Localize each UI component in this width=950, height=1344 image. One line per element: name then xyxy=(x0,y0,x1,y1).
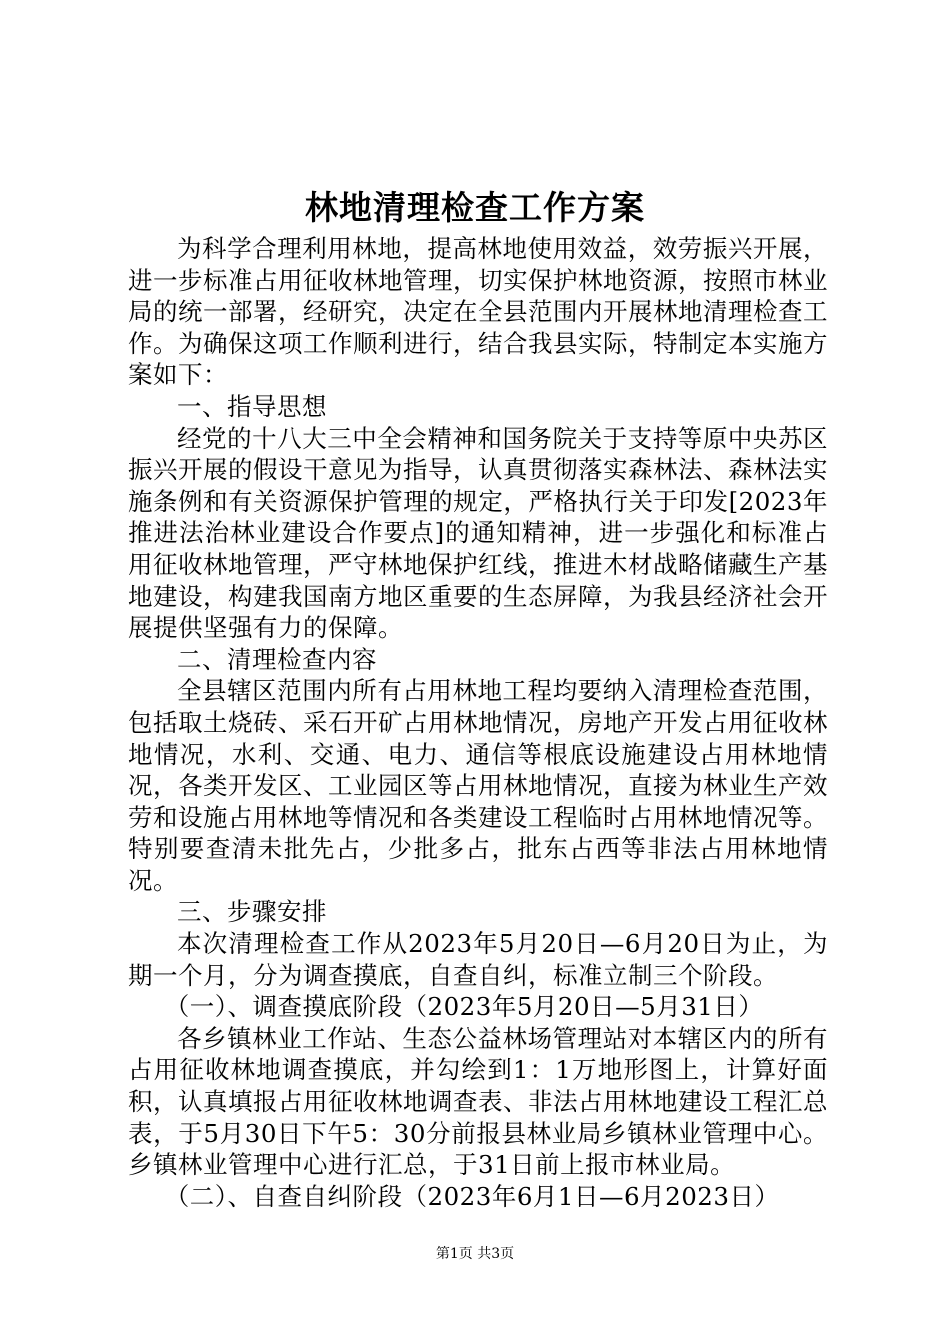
section-heading-guiding-principle: 一、指导思想 xyxy=(177,391,327,421)
section-heading-inspection-content: 二、清理检查内容 xyxy=(177,644,377,674)
paragraph-intro: 为科学合理利用林地，提高林地使用效益，效劳振兴开展，进一步标准占用征收林地管理，切实保护林地资源，按照市林业局的统一部署，经研究，决定在全县范围内开展林地清理检查工作。为确保这项工作顺利进行，结合我县实际，特制定本实施方案如下： xyxy=(128,234,828,390)
document-title: 林地清理检查工作方案 xyxy=(305,188,645,227)
paragraph-steps: 本次清理检查工作从2023年5月20日—6月20日为止，为期一个月，分为调查摸底，自查自纠，标准立制三个阶段。 xyxy=(128,929,828,990)
page-number-footer: 第1页 共3页 xyxy=(435,1246,515,1262)
subsection-heading-survey-stage: （一）、调查摸底阶段（2023年5月20日—5月31日） xyxy=(164,992,764,1022)
paragraph-guiding-principle: 经党的十八大三中全会精神和国务院关于支持等原中央苏区振兴开展的假设干意见为指导，认真贯彻落实森林法、森林法实施条例和有关资源保护管理的规定，严格执行关于印发[2023年推进法治林业建设合作要点]的通知精神，进一步强化和标准占用征收林地管理，严守林地保护红线，推进木材战略储藏生产基地建设，构建我国南方地区重要的生态屏障，为我县经济社会开展提供坚强有力的保障。 xyxy=(128,423,828,643)
subsection-heading-self-check-stage: （二）、自查自纠阶段（2023年6月1日—6月2023日） xyxy=(164,1181,780,1211)
paragraph-inspection-content: 全县辖区范围内所有占用林地工程均要纳入清理检查范围，包括取土烧砖、采石开矿占用林地情况，房地产开发占用征收林地情况，水利、交通、电力、通信等根底设施建设占用林地情况，各类开发区、工业园区等占用林地情况，直接为林业生产效劳和设施占用林地等情况和各类建设工程临时占用林地情况等。特别要查清未批先占，少批多占，批东占西等非法占用林地情况。 xyxy=(128,676,828,895)
paragraph-survey-stage: 各乡镇林业工作站、生态公益林场管理站对本辖区内的所有占用征收林地调查摸底，并勾绘到1：1万地形图上，计算好面积，认真填报占用征收林地调查表、非法占用林地建设工程汇总表，于5月30日下午5：30分前报县林业局乡镇林业管理中心。乡镇林业管理中心进行汇总，于31日前上报市林业局。 xyxy=(128,1023,828,1180)
section-heading-steps: 三、步骤安排 xyxy=(177,897,327,927)
document-body xyxy=(128,233,828,1212)
